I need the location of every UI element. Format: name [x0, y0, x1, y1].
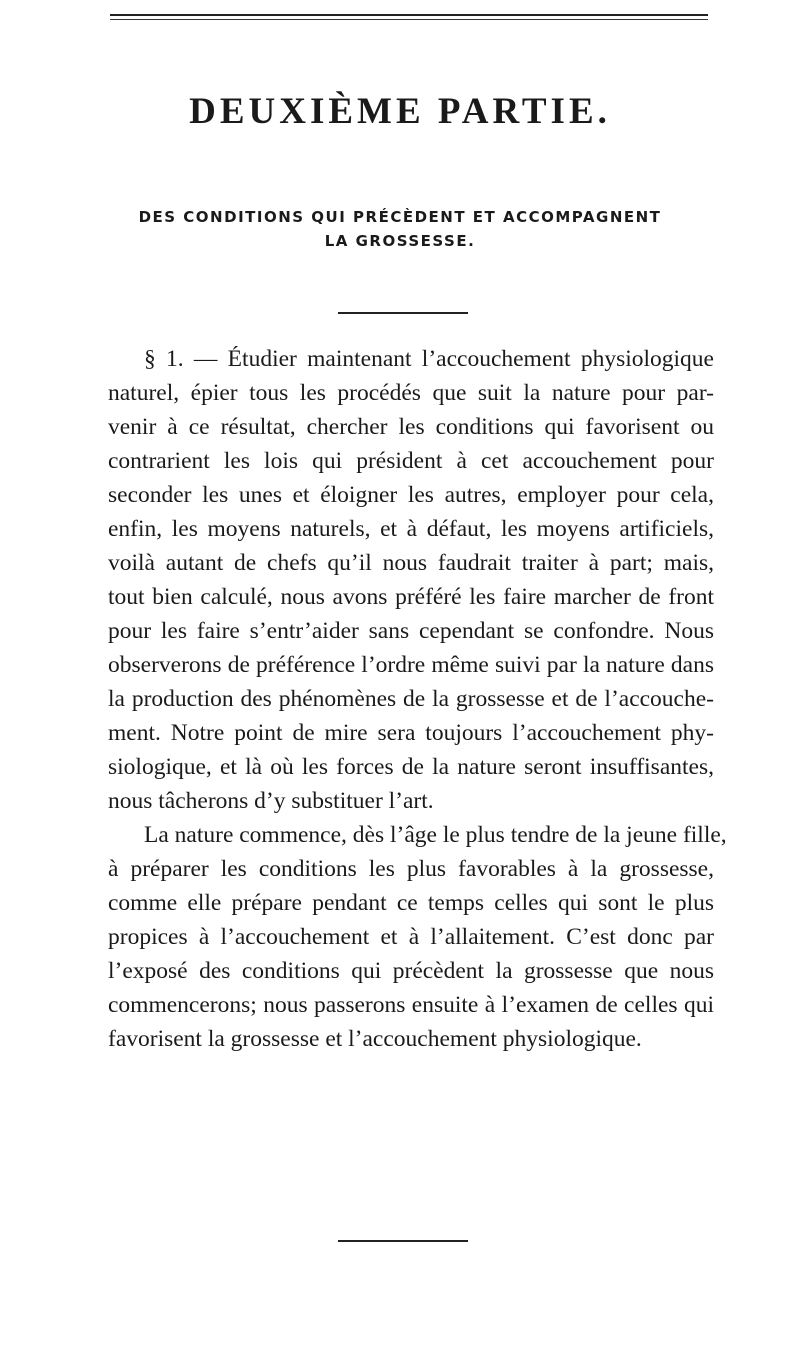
top-rule-thin [110, 19, 708, 20]
section-title-line-1: DES CONDITIONS QUI PRÉCÈDENT ET ACCOMPAGNENT [138, 208, 662, 226]
section-divider [338, 312, 468, 314]
text-line: naturel, épier tous les procédés que suit la nature pour par- [108, 380, 714, 406]
text-line: venir à ce résultat, chercher les conditions qui favorisent ou [108, 414, 714, 440]
part-title: DEUXIÈME PARTIE. [189, 91, 611, 132]
paragraph-2 [108, 818, 727, 1056]
text-line: à préparer les conditions les plus favorables à la grossesse, [108, 856, 714, 882]
section-title-line-2: LA GROSSESSE. [324, 232, 476, 250]
text-line: voilà autant de chefs qu’il nous faudrait traiter à part; mais, [108, 550, 714, 576]
paragraph-1 [108, 342, 714, 818]
text-line: contrarient les lois qui président à cet accouchement pour [108, 448, 714, 474]
text-line: La nature commence, dès l’âge le plus tendre de la jeune fille, [144, 822, 727, 848]
text-line: ment. Notre point de mire sera toujours l’accouchement phy- [108, 720, 714, 746]
top-rule-thick [110, 14, 708, 16]
text-line: § 1. — Étudier maintenant l’accouchement physiologique [144, 346, 714, 372]
text-line: nous tâcherons d’y substituer l’art. [108, 788, 434, 814]
text-line: pour les faire s’entr’aider sans cependant se confondre. Nous [108, 618, 714, 644]
text-line: favorisent la grossesse et l’accouchement physiologique. [108, 1026, 642, 1052]
text-line: la production des phénomènes de la grossesse et de l’accouche- [108, 686, 714, 712]
text-line: comme elle prépare pendant ce temps celles qui sont le plus [108, 890, 714, 916]
text-line: siologique, et là où les forces de la nature seront insuffisantes, [108, 754, 714, 780]
text-line: commencerons; nous passerons ensuite à l’examen de celles qui [108, 992, 714, 1018]
text-line: observerons de préférence l’ordre même suivi par la nature dans [108, 652, 714, 678]
text-line: tout bien calculé, nous avons préféré les faire marcher de front [108, 584, 714, 610]
text-line: propices à l’accouchement et à l’allaitement. C’est donc par [108, 924, 714, 950]
end-divider [338, 1240, 468, 1242]
text-line: enfin, les moyens naturels, et à défaut, les moyens artificiels, [108, 516, 714, 542]
text-line: l’exposé des conditions qui précèdent la grossesse que nous [108, 958, 714, 984]
text-line: seconder les unes et éloigner les autres, employer pour cela, [108, 482, 714, 508]
body-text [108, 342, 727, 1056]
